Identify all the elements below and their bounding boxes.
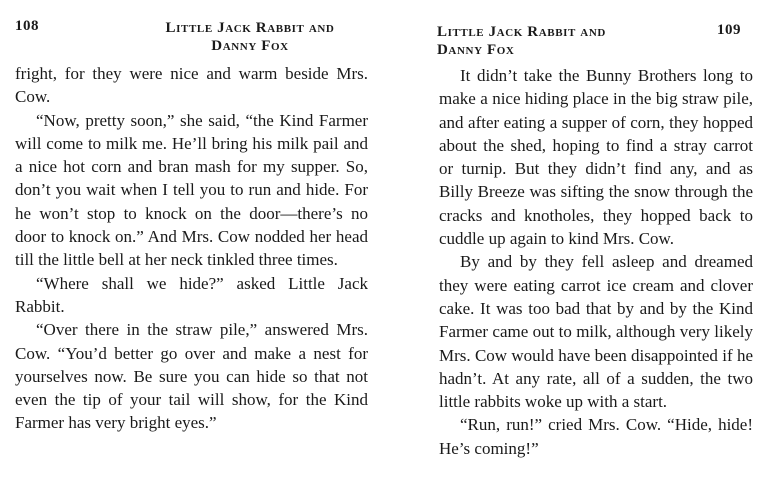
running-head-line: Danny Fox	[211, 38, 289, 54]
running-head-right	[437, 23, 606, 59]
paragraph: fright, for they were nice and warm beside Mrs. Cow.	[15, 64, 368, 107]
paragraph: “Where shall we hide?” asked Little Jack Rabbit.	[15, 273, 368, 316]
body-text-right	[439, 64, 753, 460]
paragraph: “Run, run!” cried Mrs. Cow. “Hide, hide! He’s coming!”	[439, 415, 753, 458]
page-number-left: 108	[15, 18, 39, 34]
running-head-line: Danny Fox	[437, 42, 515, 58]
right-page	[382, 0, 765, 495]
running-head-line: Little Jack Rabbit and	[165, 20, 335, 36]
body-text-left	[15, 62, 368, 435]
paragraph: “Now, pretty soon,” she said, “the Kind Farmer will come to milk me. He’ll bring his milk pail and a nice hot corn and bran mash for my supper. So, don’t you wait when I tell you to run and hide. For he won’t stop to knock on the door—there’s no door to knock on.” And Mrs. Cow nodded her head till the little bell at her neck tinkled three times.	[15, 110, 368, 270]
paragraph: It didn’t take the Bunny Brothers long to make a nice hiding place in the big straw pile, and after eating a supper of corn, they hopped about the shed, hoping to find a stray carrot or turnip. But they didn’t find any, and as Billy Breeze was sifting the snow through the cracks and knotholes, they hopped back to cuddle up again to kind Mrs. Cow.	[439, 66, 753, 249]
running-head-left	[135, 19, 365, 55]
running-head-line: Little Jack Rabbit and	[437, 24, 606, 40]
left-page	[0, 0, 382, 495]
paragraph: “Over there in the straw pile,” answered Mrs. Cow. “You’d better go over and make a nest for yourselves now. Be sure you can hide so that not even the tip of your tail will show, for the Kind Farmer has very bright eyes.”	[15, 320, 368, 433]
paragraph: By and by they fell asleep and dreamed they were eating carrot ice cream and clover cake. It was too bad that by and by the Kind Farmer came out to milk, although very likely Mrs. Cow would have been disappointed if he hadn’t. At any rate, all of a sudden, the two little rabbits woke up with a start.	[439, 252, 753, 412]
page-number-right: 109	[717, 22, 741, 38]
